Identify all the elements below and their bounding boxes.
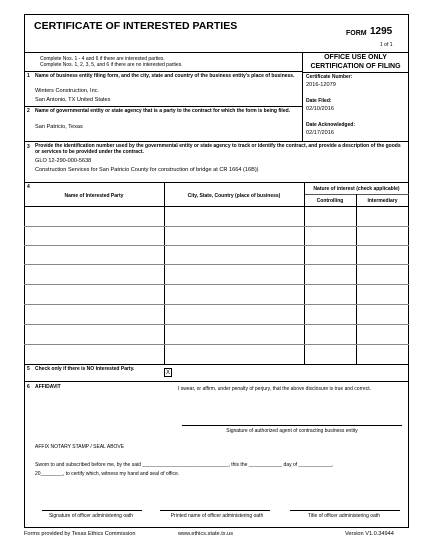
instructions-line1: Complete Nos. 1 - 4 and 6 if there are interested parties. bbox=[40, 56, 165, 62]
instructions-line2: Complete Nos. 1, 2, 3, 5, and 6 if there are no interested parties. bbox=[40, 62, 183, 68]
section3-value-description: Construction Services for San Patricio County for construction of bridge at CR 1664 (16B)) bbox=[35, 167, 259, 173]
col-intermediary-header: Intermediary bbox=[367, 198, 398, 204]
certification-heading: CERTIFICATION OF FILING bbox=[310, 63, 401, 70]
col-location-header: City, State, Country (place of business) bbox=[187, 193, 281, 199]
table-row-line bbox=[24, 304, 409, 305]
table-header-divider bbox=[24, 206, 409, 207]
section4-number: 4 bbox=[27, 184, 30, 190]
section5-number: 5 bbox=[27, 366, 30, 372]
date-filed-value: 02/10/2016 bbox=[306, 106, 334, 112]
section2-label: Name of governmental entity or state agency that is a party to the contract for which the form is being filed. bbox=[35, 108, 291, 114]
notary-stamp-label: AFFIX NOTARY STAMP / SEAL ABOVE bbox=[35, 444, 125, 450]
officer-printed-name-line[interactable] bbox=[160, 510, 270, 511]
officer-signature-line[interactable] bbox=[42, 510, 142, 511]
agent-signature-line[interactable] bbox=[182, 425, 402, 426]
page-indicator: 1 of 1 bbox=[380, 42, 393, 48]
section1-divider bbox=[24, 106, 302, 107]
section2-value: San Patricio, Texas bbox=[35, 124, 83, 130]
affidavit-statement: I swear, or affirm, under penalty of perjury, that the above disclosure is true and correct. bbox=[178, 386, 371, 392]
table-row-line bbox=[24, 226, 409, 227]
office-use-heading: OFFICE USE ONLY bbox=[324, 54, 387, 61]
cert-number-label: Certificate Number: bbox=[306, 74, 353, 80]
table-row-line bbox=[24, 245, 409, 246]
section2-number: 2 bbox=[27, 108, 30, 114]
section2-divider bbox=[24, 141, 409, 142]
section5-divider bbox=[24, 381, 409, 382]
form-title: CERTIFICATE OF INTERESTED PARTIES bbox=[34, 20, 238, 32]
table-row-line bbox=[24, 284, 409, 285]
table-row-line bbox=[24, 264, 409, 265]
sworn-statement-line1: Sworn to and subscribed before me, by the said _______________________________, this the ____________ day of ____________, bbox=[35, 462, 334, 468]
table-col-divider-1 bbox=[164, 182, 165, 364]
table-col-divider-2 bbox=[304, 182, 305, 364]
table-row-line bbox=[24, 344, 409, 345]
section1-value-location: San Antonio, TX United States bbox=[35, 97, 111, 103]
affidavit-heading: AFFIDAVIT bbox=[35, 384, 61, 390]
section6-number: 6 bbox=[27, 384, 30, 390]
section3-number: 3 bbox=[27, 144, 30, 150]
cert-number-value: 2016-12079 bbox=[306, 82, 336, 88]
section1-number: 1 bbox=[27, 73, 30, 79]
table-col-divider-3 bbox=[356, 194, 357, 364]
date-acknowledged-value: 02/17/2016 bbox=[306, 130, 334, 136]
officer-signature-caption: Signature of officer administering oath bbox=[48, 513, 134, 519]
date-acknowledged-label: Date Acknowledged: bbox=[306, 122, 355, 128]
officer-title-caption: Title of officer administering oath bbox=[308, 513, 380, 519]
agent-signature-caption: Signature of authorized agent of contracting business entity bbox=[226, 428, 358, 434]
office-heading-divider bbox=[302, 72, 409, 73]
section4-divider bbox=[24, 364, 409, 365]
sworn-statement-line2: 20________, to certify which, witness my hand and seal of office. bbox=[35, 471, 180, 477]
instructions-divider bbox=[24, 71, 302, 72]
footer-website-link[interactable]: www.ethics.state.tx.us bbox=[178, 531, 234, 537]
col-nature-header: Nature of interest (check applicable) bbox=[313, 186, 400, 192]
no-interested-party-checkbox[interactable] bbox=[164, 368, 172, 377]
col-name-header: Name of Interested Party bbox=[64, 193, 124, 199]
form-number: 1295 bbox=[370, 26, 393, 37]
date-filed-label: Date Filed: bbox=[306, 98, 332, 104]
col-controlling-header: Controlling bbox=[316, 198, 344, 204]
section1-label: Name of business entity filing form, and the city, state and country of the business entity's place of business. bbox=[35, 73, 295, 79]
officer-title-line[interactable] bbox=[290, 510, 400, 511]
section3-label: Provide the identification number used by the governmental entity or state agency to track or identify the contract, and provide a description of the goods or services to be provided under the contract. bbox=[35, 143, 401, 155]
footer-version: Version V1.0.34944 bbox=[345, 531, 394, 537]
section3-value-id: GLO 12-290-000-5638 bbox=[35, 158, 92, 164]
checkbox-mark: X bbox=[165, 370, 170, 376]
section1-value-name: Winters Construction, Inc. bbox=[35, 88, 100, 94]
section3-divider bbox=[24, 182, 409, 183]
form-prefix: FORM bbox=[346, 30, 367, 37]
section5-label: Check only if there is NO Interested Party. bbox=[35, 366, 135, 372]
officer-printed-name-caption: Printed name of officer administering oath bbox=[170, 513, 264, 519]
header-divider bbox=[24, 52, 409, 53]
footer-provider: Forms provided by Texas Ethics Commission bbox=[24, 531, 136, 537]
table-row-line bbox=[24, 324, 409, 325]
